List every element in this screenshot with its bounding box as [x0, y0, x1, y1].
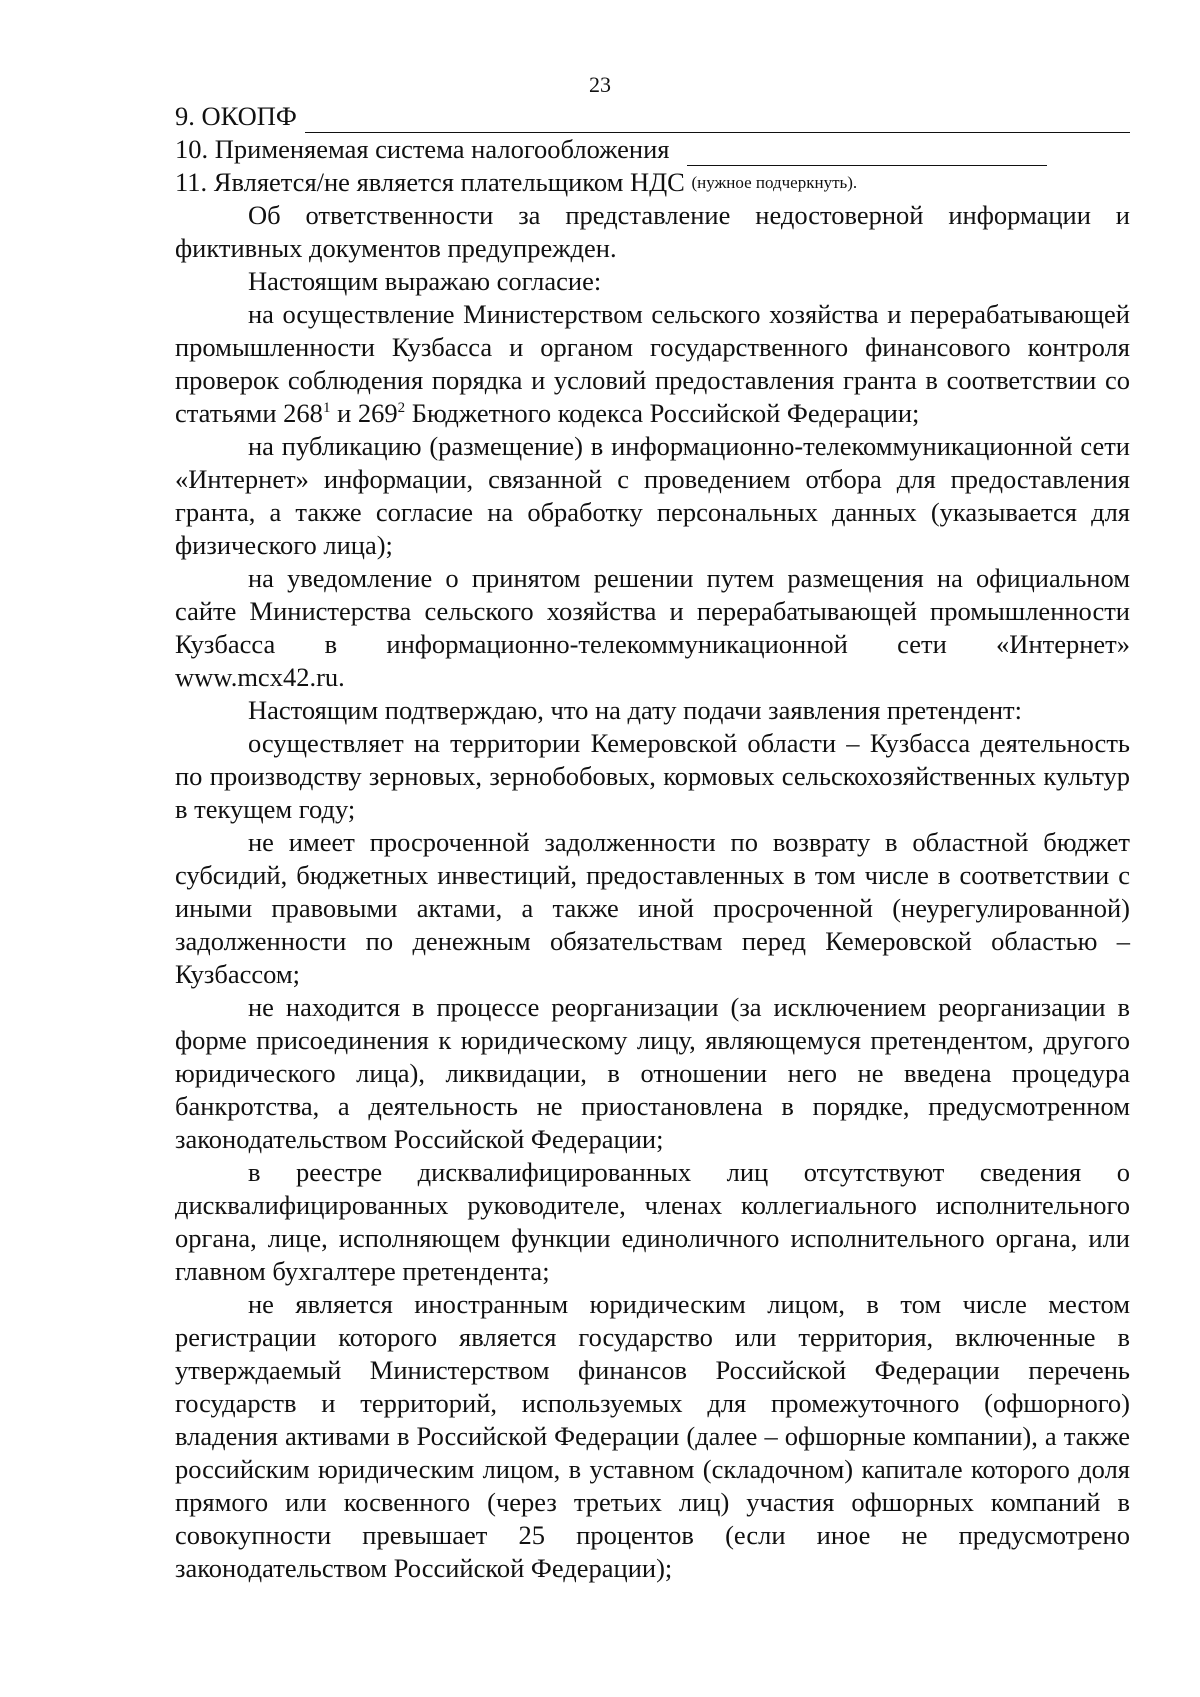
- okopf-blank: [305, 106, 1130, 133]
- vat-label: 11. Является/не является плательщиком НДС: [175, 167, 685, 197]
- consent-publication-paragraph: на публикацию (размещение) в информационно-телекоммуникационной сети «Интернет» информации, связанной с проведением отбора для предоставления гранта, а также согласие на обработку персональных данных (указывается для физического лица);: [175, 431, 1130, 560]
- confirm-not-foreign-paragraph: не является иностранным юридическим лицом, в том числе местом регистрации которого является государство или территория, включенные в утверждаемый Министерством финансов Российской Федерации перечень государств и территорий, используемых для промежуточного (офшорного) владения активами в Российской Федерации (далее – офшорные компании), а также российским юридическим лицом, в уставном (складочном) капитале которого доля прямого или косвенного (через третьих лиц) участия офшорных компаний в совокупности превышает 25 процентов (если иное не предусмотрено законодательством Российской Федерации);: [175, 1289, 1130, 1583]
- confirm-no-disqualified-paragraph: в реестре дисквалифицированных лиц отсутствуют сведения о дисквалифицированных руководителе, членах коллегиального исполнительного органа, лице, исполняющем функции единоличного исполнительного органа, или главном бухгалтере претендента;: [175, 1157, 1130, 1286]
- consent-intro: Настоящим выражаю согласие:: [248, 266, 602, 296]
- tax-system-label: 10. Применяемая система налогообложения: [175, 134, 670, 164]
- vat-field: [175, 166, 1130, 199]
- footnote-sup-2: 2: [397, 400, 406, 416]
- footnote-sup-1: 1: [322, 400, 331, 416]
- confirm-no-debt-paragraph: не имеет просроченной задолженности по возврату в областной бюджет субсидий, бюджетных инвестиций, предоставленных в том числе в соответствии с иными правовыми актами, а также иной просроченной (неурегулированной) задолженности по денежным обязательствам перед Кемеровской областью – Кузбассом;: [175, 827, 1130, 989]
- okopf-field: [175, 100, 1130, 133]
- confirm-intro: Настоящим подтверждаю, что на дату подачи заявления претендент:: [248, 695, 1022, 725]
- tax-system-blank: [687, 139, 1047, 166]
- confirm-activity-paragraph: осуществляет на территории Кемеровской области – Кузбасса деятельность по производству зерновых, зернобобовых, кормовых сельскохозяйственных культур в текущем году;: [175, 728, 1130, 824]
- page-number: 23: [589, 72, 611, 97]
- consent-audit-text-mid: и 269: [330, 398, 398, 428]
- consent-notification-paragraph: на уведомление о принятом решении путем размещения на официальном сайте Министерства сельского хозяйства и перерабатывающей промышленности Кузбасса в информационно-телекоммуникационной сети «Интернет» www.mcx42.ru.: [175, 563, 1130, 692]
- responsibility-paragraph: Об ответственности за представление недостоверной информации и фиктивных документов предупрежден.: [175, 200, 1130, 263]
- document-body: [175, 100, 1130, 1585]
- vat-note: (нужное подчеркнуть).: [691, 173, 858, 192]
- consent-audit-paragraph: [175, 298, 1130, 430]
- consent-audit-text-start: на осуществление Министерством сельского хозяйства и перерабатывающей промышленности Кузбасса и органом государственного финансового контроля проверок соблюдения порядка и условий предоставления гранта в соответствии со статьями 268: [175, 299, 1130, 428]
- confirm-no-reorg-paragraph: не находится в процессе реорганизации (за исключением реорганизации в форме присоединения к юридическому лицу, являющемуся претендентом, другого юридического лица), ликвидации, в отношении него не введена процедура банкротства, а деятельность не приостановлена в порядке, предусмотренном законодательством Российской Федерации;: [175, 992, 1130, 1154]
- tax-system-field: [175, 133, 1130, 166]
- okopf-label: 9. ОКОПФ: [175, 101, 297, 131]
- consent-audit-text-end: Бюджетного кодекса Российской Федерации;: [405, 398, 920, 428]
